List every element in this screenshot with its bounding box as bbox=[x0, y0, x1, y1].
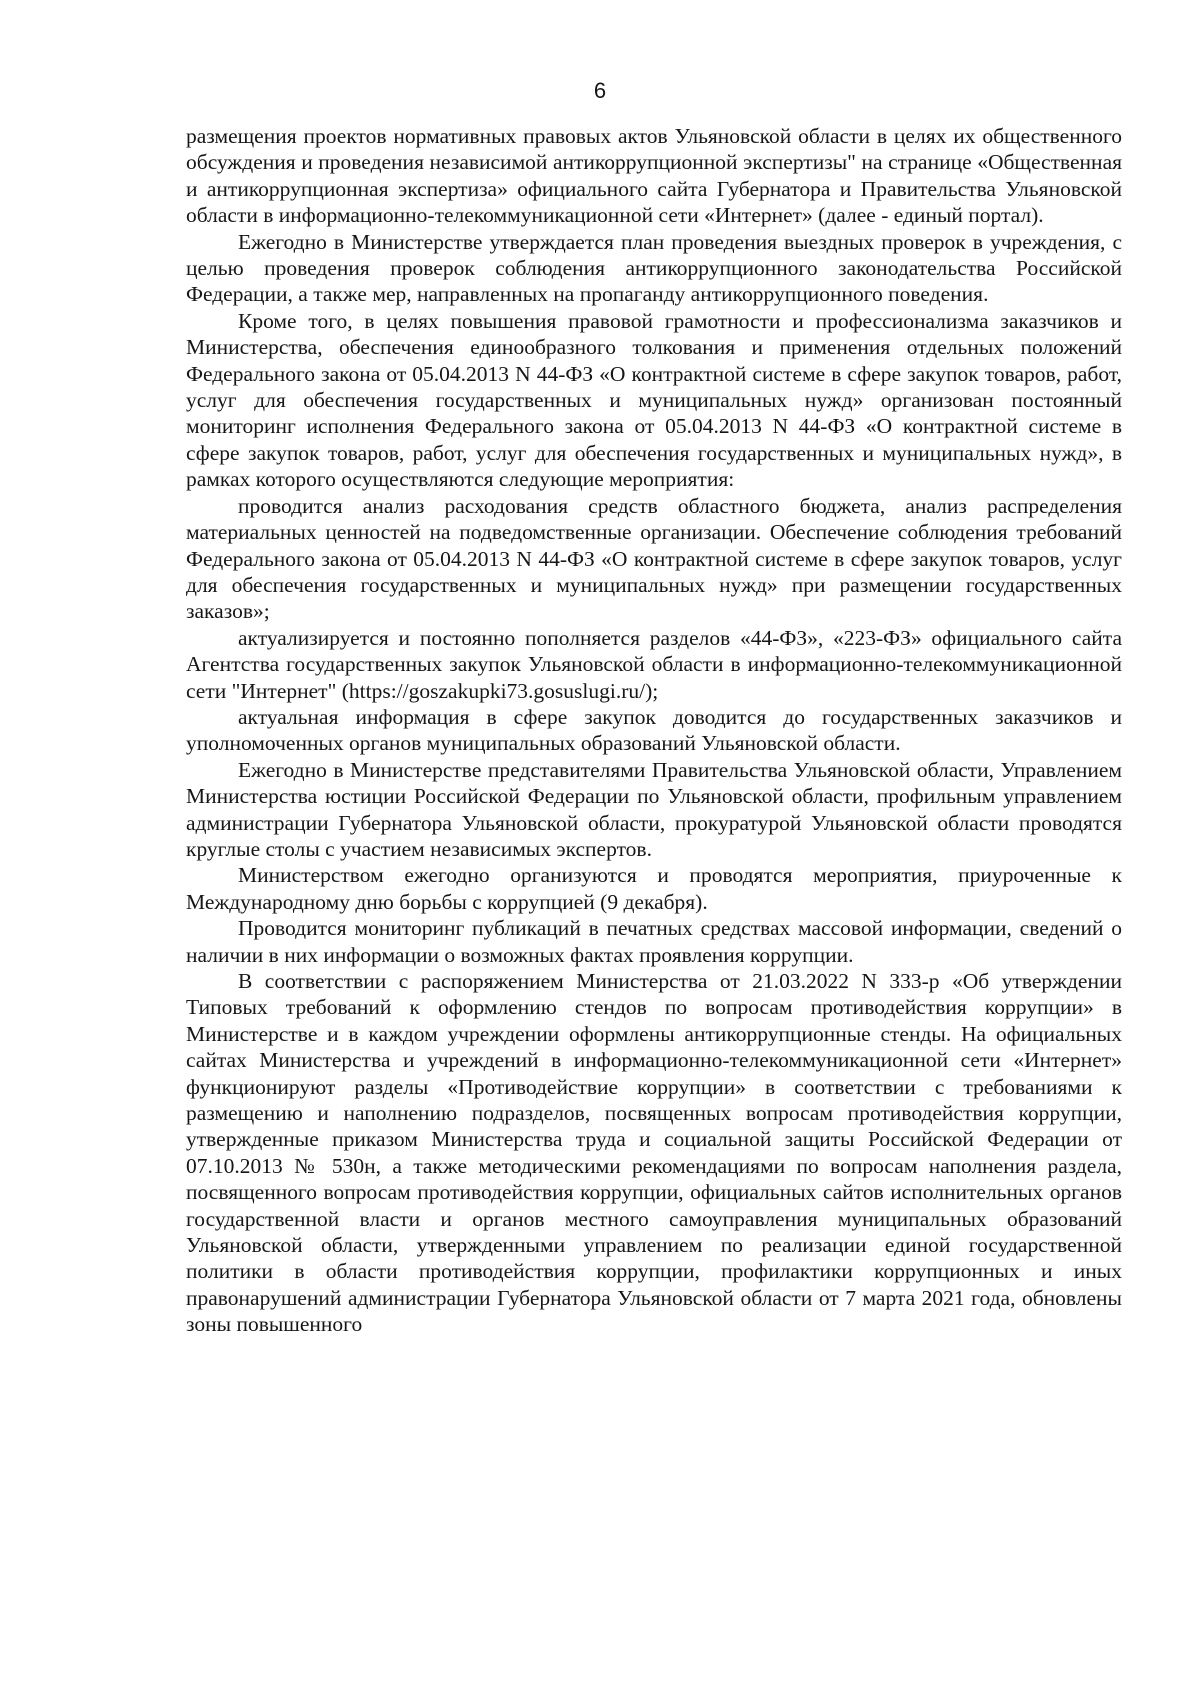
paragraph-procurement-info: актуальная информация в сфере закупок доводится до государственных заказчиков и уполномоченных органов муниципальных образований Ульяновской области. bbox=[186, 704, 1122, 756]
paragraph-procurement-monitoring: Кроме того, в целях повышения правовой грамотности и профессионализма заказчиков и Министерства, обеспечения единообразного толкования и применения отдельных положений Федерального закона от 05.04.2013 N 44-ФЗ «О контрактной системе в сфере закупок товаров, работ, услуг для обеспечения государственных и муниципальных нужд» организован постоянный мониторинг исполнения Федерального закона от 05.04.2013 N 44-ФЗ «О контрактной системе в сфере закупок товаров, работ, услуг для обеспечения государственных и муниципальных нужд», в рамках которого осуществляются следующие мероприятия: bbox=[186, 308, 1122, 492]
paragraph-website-sections: актуализируется и постоянно пополняется разделов «44-ФЗ», «223-ФЗ» официального сайта Агентства государственных закупок Ульяновской области в информационно-телекоммуникационной сети "Интернет" (https://goszakupki73.gosuslugi.ru/); bbox=[186, 625, 1122, 703]
paragraph-anticorruption-day: Министерством ежегодно организуются и проводятся мероприятия, приуроченные к Международному дню борьбы с коррупцией (9 декабря). bbox=[186, 863, 1122, 914]
paragraph-inspection-plan: Ежегодно в Министерстве утверждается план проведения выездных проверок в учреждения, с целью проведения проверок соблюдения антикоррупционного законодательства Российской Федерации, а также мер, направленных на пропаганду антикоррупционного поведения. bbox=[186, 229, 1122, 307]
document-body bbox=[186, 123, 1122, 1338]
page-number: 6 bbox=[593, 78, 607, 103]
paragraph-round-tables: Ежегодно в Министерстве представителями Правительства Ульяновской области, Управлением Министерства юстиции Российской Федерации по Ульяновской области, профильным управлением администрации Губернатора Ульяновской области, прокуратурой Ульяновской области проводятся круглые столы с участием независимых экспертов. bbox=[186, 757, 1122, 861]
paragraph-continuation: размещения проектов нормативных правовых актов Ульяновской области в целях их общественного обсуждения и проведения независимой антикоррупционной экспертизы" на странице «Общественная и антикоррупционная экспертиза» официального сайта Губернатора и Правительства Ульяновской области в информационно-телекоммуникационной сети «Интернет» (далее - единый портал). bbox=[186, 124, 1122, 228]
paragraph-stands-and-websites: В соответствии с распоряжением Министерства от 21.03.2022 N 333-р «Об утверждении Типовых требований к оформлению стендов по вопросам противодействия коррупции» в Министерстве и в каждом учреждении оформлены антикоррупционные стенды. На официальных сайтах Министерства и учреждений в информационно-телекоммуникационной сети «Интернет» функционируют разделы «Противодействие коррупции» в соответствии с требованиями к размещению и наполнению подразделов, посвященных вопросам противодействия коррупции, утвержденные приказом Министерства труда и социальной защиты Российской Федерации от 07.10.2013 № 530н, а также методическими рекомендациями по вопросам наполнения раздела, посвященного вопросам противодействия коррупции, официальных сайтов исполнительных органов государственной власти и органов местного самоуправления муниципальных образований Ульяновской области, утвержденными управлением по реализации единой государственной политики в области противодействия коррупции, профилактики коррупционных и иных правонарушений администрации Губернатора Ульяновской области от 7 марта 2021 года, обновлены зоны повышенного bbox=[186, 969, 1122, 1337]
paragraph-budget-analysis: проводится анализ расходования средств областного бюджета, анализ распределения материальных ценностей на подведомственные организации. Обеспечение соблюдения требований Федерального закона от 05.04.2013 N 44-ФЗ «О контрактной системе в сфере закупок товаров, услуг для обеспечения государственных и муниципальных нужд» при размещении государственных заказов»; bbox=[186, 493, 1122, 624]
paragraph-media-monitoring: Проводится мониторинг публикаций в печатных средствах массовой информации, сведений о наличии в них информации о возможных фактах проявления коррупции. bbox=[186, 916, 1122, 967]
